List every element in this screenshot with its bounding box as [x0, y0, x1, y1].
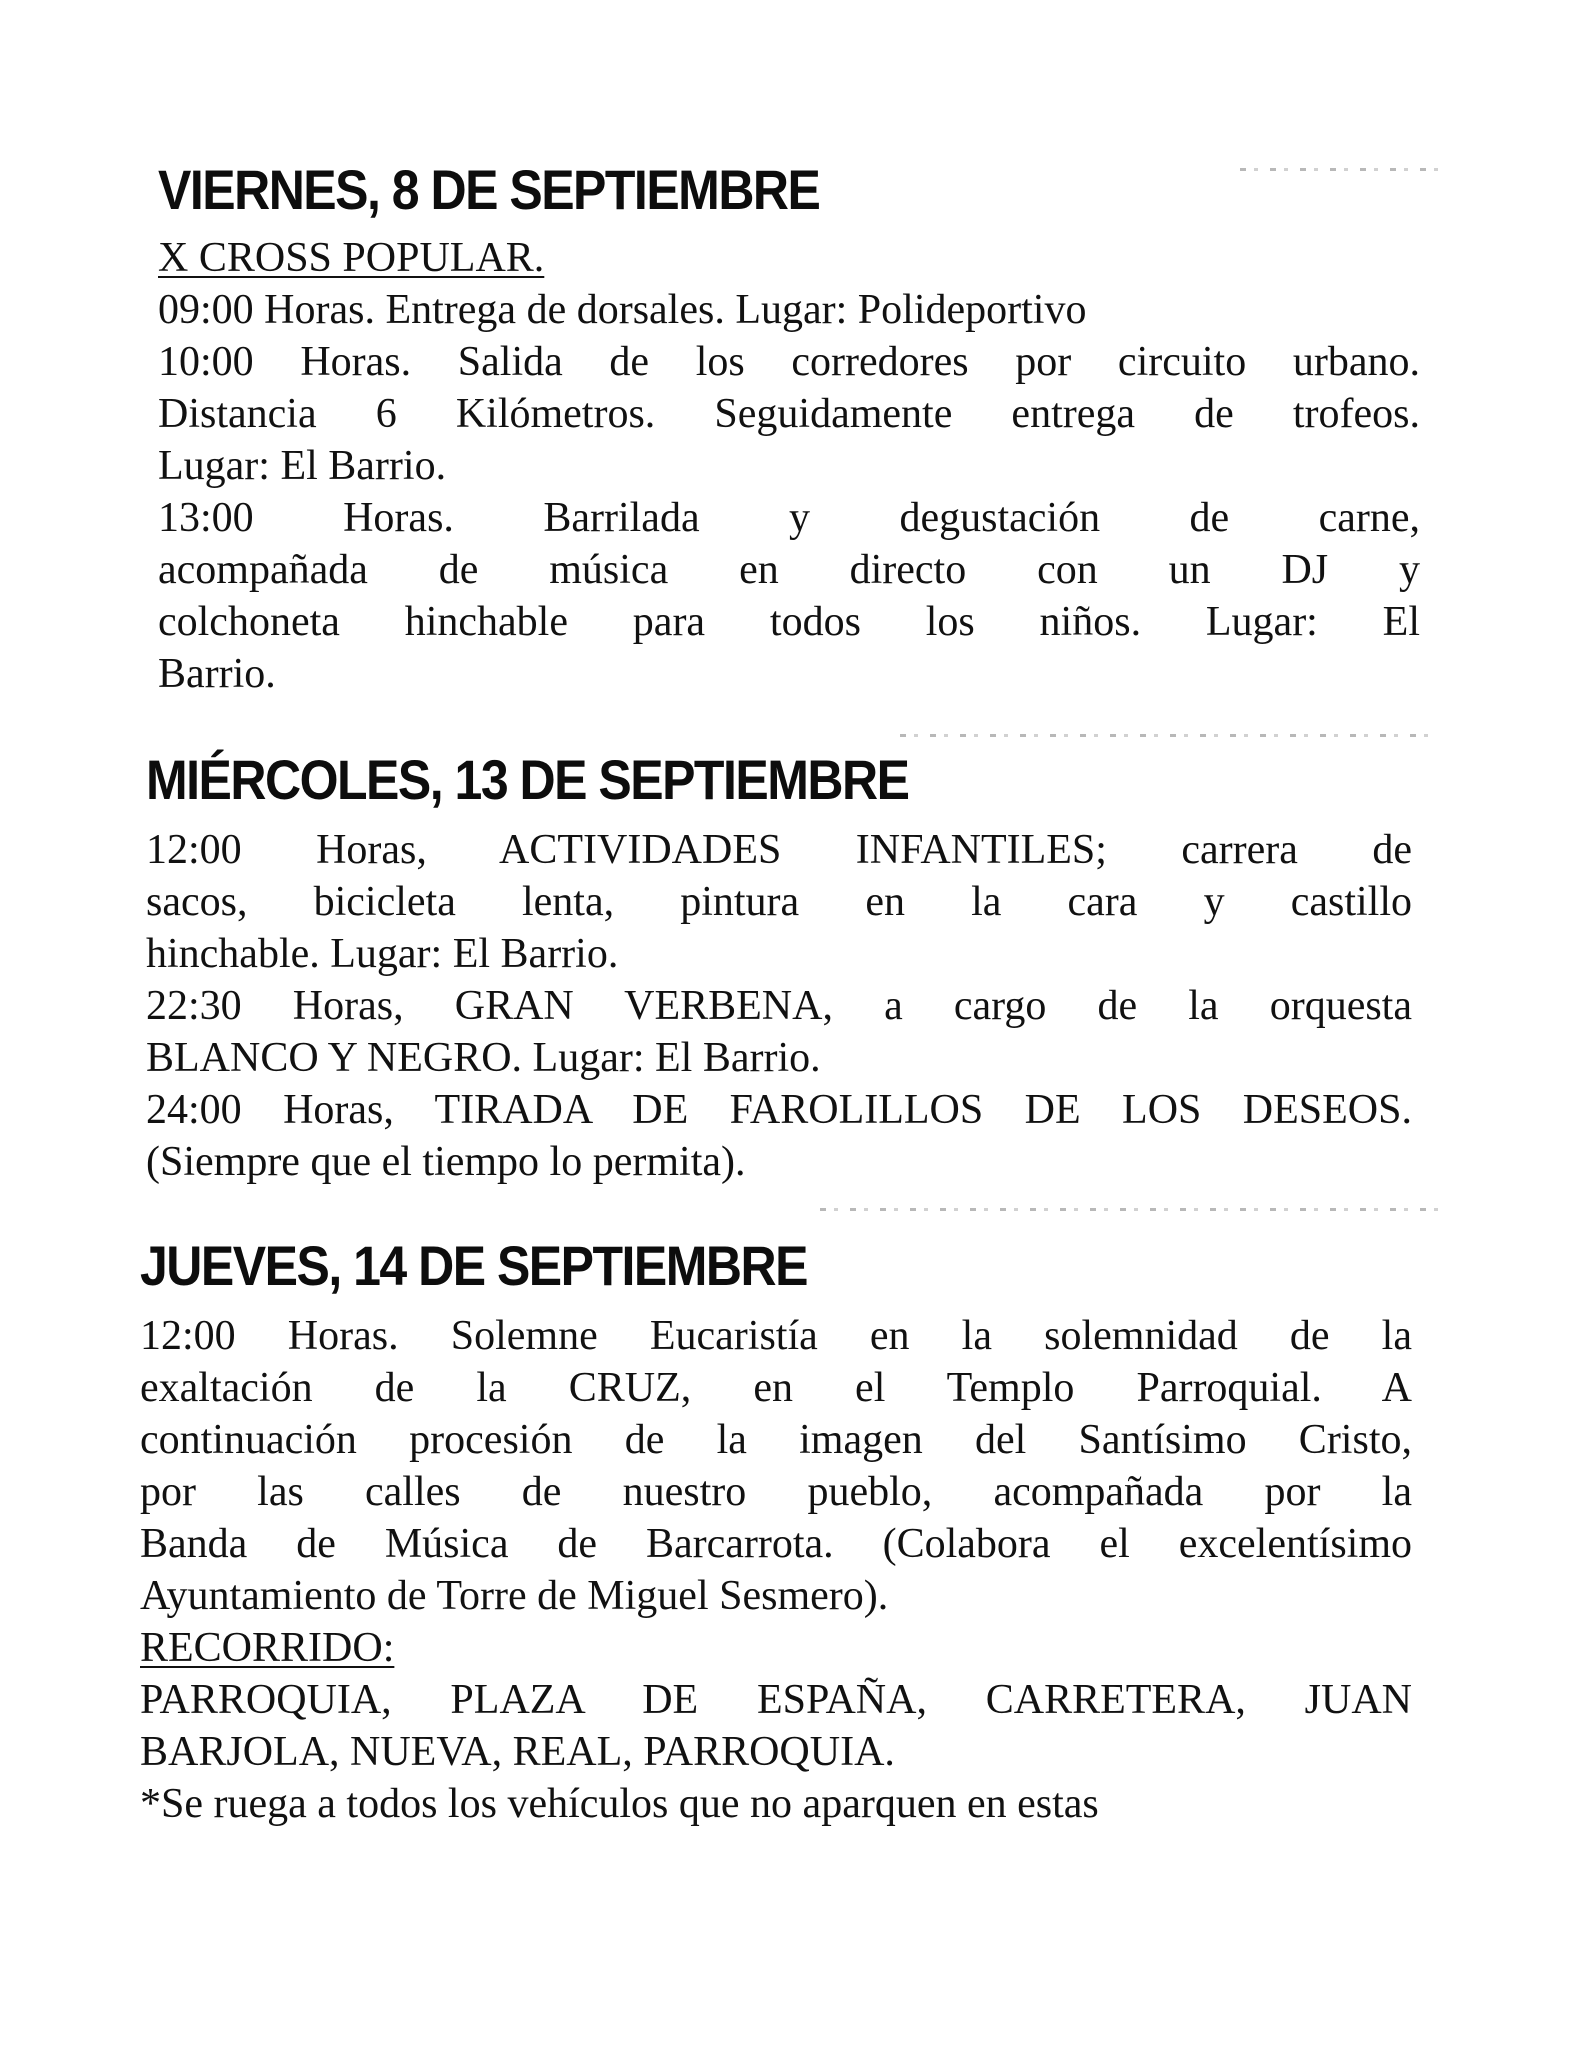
section-heading: MIÉRCOLES, 13 DE SEPTIEMBRE [146, 748, 909, 812]
schedule-line: Banda de Música de Barcarrota. (Colabora el excelentísimo [140, 1521, 1412, 1567]
schedule-line: hinchable. Lugar: El Barrio. [146, 931, 619, 977]
schedule-line: 12:00 Horas, ACTIVIDADES INFANTILES; carrera de [146, 827, 1412, 873]
schedule-line: Barrio. [158, 651, 276, 697]
event-title: X CROSS POPULAR. [158, 235, 545, 281]
scan-artifact [820, 1208, 1440, 1211]
schedule-line: continuación procesión de la imagen del Santísimo Cristo, [140, 1417, 1412, 1463]
section-jueves [140, 1234, 1412, 1830]
notice-line: *Se ruega a todos los vehículos que no aparquen en estas [140, 1781, 1099, 1827]
schedule-line: 13:00 Horas. Barrilada y degustación de carne, [158, 495, 1420, 541]
schedule-line: 09:00 Horas. Entrega de dorsales. Lugar: Polideportivo [158, 287, 1087, 333]
schedule-line: 24:00 Horas, TIRADA DE FAROLILLOS DE LOS DESEOS. [146, 1087, 1412, 1133]
schedule-line: 22:30 Horas, GRAN VERBENA, a cargo de la orquesta [146, 983, 1412, 1029]
schedule-line: por las calles de nuestro pueblo, acompañada por la [140, 1469, 1412, 1515]
schedule-line: acompañada de música en directo con un DJ y [158, 547, 1420, 593]
schedule-line: sacos, bicicleta lenta, pintura en la cara y castillo [146, 879, 1412, 925]
schedule-line: 12:00 Horas. Solemne Eucaristía en la solemnidad de la [140, 1313, 1412, 1359]
route-label: RECORRIDO: [140, 1625, 395, 1671]
scan-artifact [900, 734, 1440, 737]
schedule-line: BLANCO Y NEGRO. Lugar: El Barrio. [146, 1035, 821, 1081]
schedule-line: exaltación de la CRUZ, en el Templo Parroquial. A [140, 1365, 1412, 1411]
schedule-line: colchoneta hinchable para todos los niños. Lugar: El [158, 599, 1420, 645]
schedule-line: Distancia 6 Kilómetros. Seguidamente entrega de trofeos. [158, 391, 1420, 437]
route-line: BARJOLA, NUEVA, REAL, PARROQUIA. [140, 1729, 895, 1775]
section-heading: JUEVES, 14 DE SEPTIEMBRE [140, 1234, 808, 1298]
schedule-line: (Siempre que el tiempo lo permita). [146, 1139, 746, 1185]
schedule-line: 10:00 Horas. Salida de los corredores por circuito urbano. [158, 339, 1420, 385]
schedule-line: Ayuntamiento de Torre de Miguel Sesmero). [140, 1573, 889, 1619]
section-viernes [158, 158, 1420, 700]
section-miercoles [146, 748, 1412, 1188]
section-heading: VIERNES, 8 DE SEPTIEMBRE [158, 158, 820, 222]
route-line: PARROQUIA, PLAZA DE ESPAÑA, CARRETERA, JUAN [140, 1677, 1412, 1723]
schedule-line: Lugar: El Barrio. [158, 443, 447, 489]
